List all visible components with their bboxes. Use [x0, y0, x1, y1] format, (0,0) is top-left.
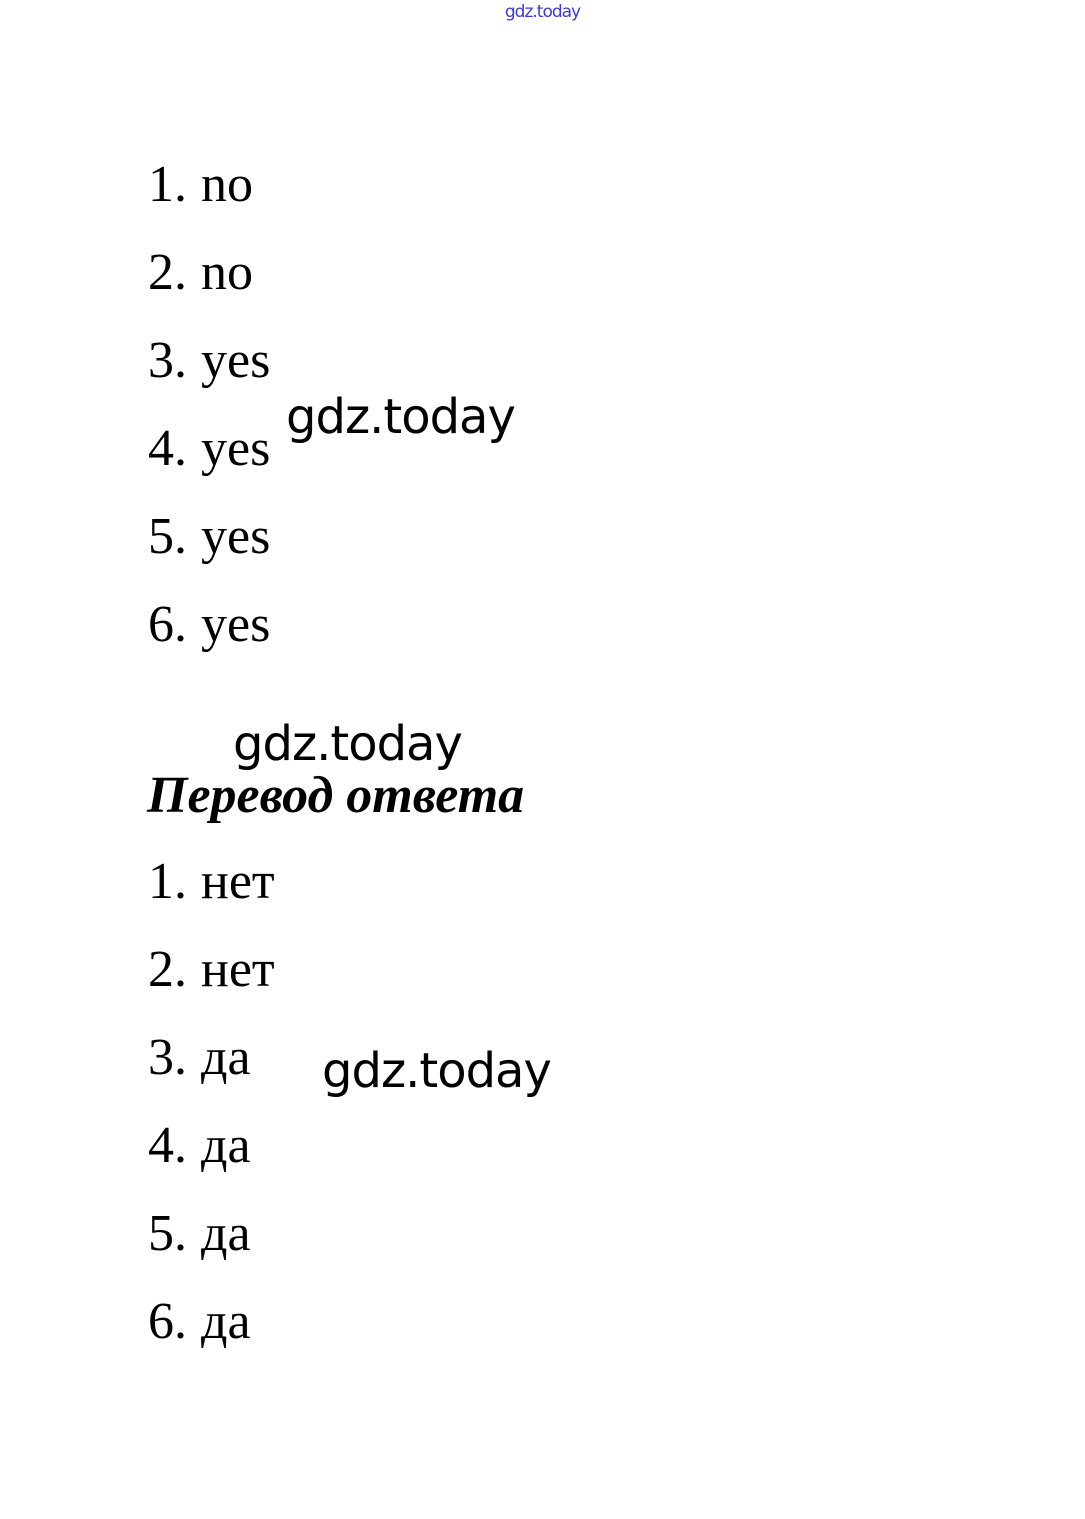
list-item: [148, 141, 270, 229]
list-item: [148, 405, 270, 493]
item-number: 5.: [148, 1205, 187, 1262]
list-item: [148, 1278, 275, 1366]
watermark: gdz.today: [233, 716, 462, 772]
item-number: 4.: [148, 420, 187, 477]
item-number: 1.: [148, 156, 187, 213]
item-text: yes: [201, 508, 271, 565]
item-number: 3.: [148, 1029, 187, 1086]
list-item: [148, 317, 270, 405]
list-item: [148, 1190, 275, 1278]
watermark: gdz.today: [322, 1043, 551, 1099]
item-text: да: [201, 1205, 251, 1262]
list-item: [148, 1102, 275, 1190]
item-number: 4.: [148, 1117, 187, 1174]
translation-list: [148, 838, 275, 1366]
item-number: 6.: [148, 596, 187, 653]
item-text: да: [201, 1117, 251, 1174]
item-text: no: [201, 244, 253, 301]
item-text: нет: [201, 853, 275, 910]
item-text: yes: [201, 332, 271, 389]
translation-heading: Перевод ответа: [147, 767, 525, 824]
item-text: нет: [201, 941, 275, 998]
item-text: no: [201, 156, 253, 213]
list-item: [148, 838, 275, 926]
answers-list: [148, 141, 270, 669]
list-item: [148, 926, 275, 1014]
item-text: да: [201, 1029, 251, 1086]
list-item: [148, 581, 270, 669]
list-item: [148, 1014, 275, 1102]
item-number: 2.: [148, 244, 187, 301]
item-number: 5.: [148, 508, 187, 565]
item-text: да: [201, 1293, 251, 1350]
item-text: yes: [201, 596, 271, 653]
item-number: 6.: [148, 1293, 187, 1350]
item-number: 1.: [148, 853, 187, 910]
list-item: [148, 493, 270, 581]
list-item: [148, 229, 270, 317]
watermark: gdz.today: [286, 389, 515, 445]
item-number: 2.: [148, 941, 187, 998]
item-number: 3.: [148, 332, 187, 389]
item-text: yes: [201, 420, 271, 477]
site-link[interactable]: gdz.today: [504, 2, 581, 22]
